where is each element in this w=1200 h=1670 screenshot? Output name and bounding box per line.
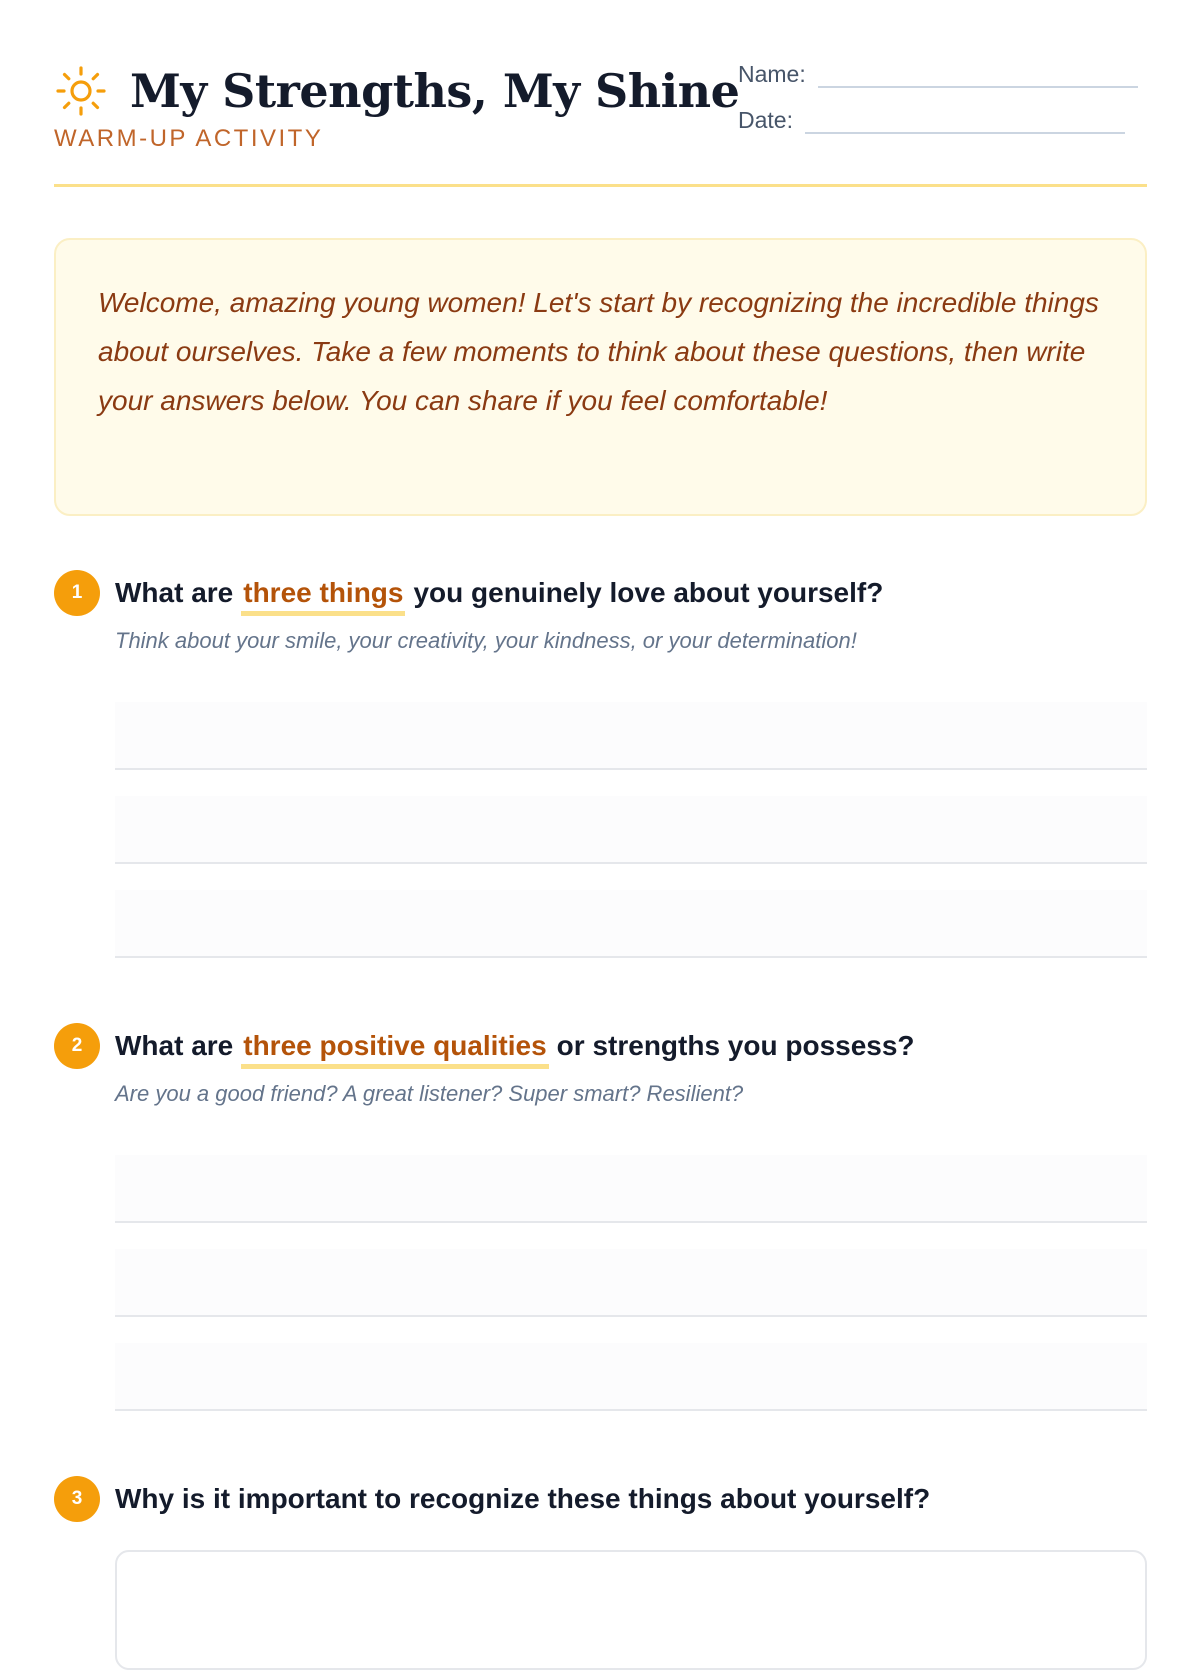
date-label: Date: — [738, 107, 793, 133]
question-text — [115, 570, 883, 616]
sun-icon — [54, 64, 108, 118]
question-hint: Are you a good friend? A great listener? Super smart? Resilient? — [115, 1081, 744, 1106]
answer-line[interactable] — [115, 890, 1147, 958]
answer-line[interactable] — [115, 1249, 1147, 1317]
question-number-badge: 3 — [54, 1476, 100, 1522]
answer-line[interactable] — [115, 796, 1147, 864]
intro-text: Welcome, amazing young women! Let's start by recognizing the incredible things about ourselves. Take a few moments to think about these questions, then write your answers below. You can share if you feel comfortable! — [98, 287, 1099, 416]
activity-subtitle: WARM-UP ACTIVITY — [54, 125, 324, 152]
answer-line[interactable] — [115, 1155, 1147, 1223]
date-field — [738, 104, 1125, 134]
question-text — [115, 1023, 915, 1069]
question-text-end: or strengths you possess? — [556, 1030, 915, 1061]
question-text: Why is it important to recognize these things about yourself? — [115, 1483, 931, 1514]
page-title: My Strengths, My Shine — [130, 64, 740, 118]
name-field — [738, 58, 1138, 88]
answer-box[interactable] — [115, 1550, 1147, 1670]
question-number-badge: 2 — [54, 1023, 100, 1069]
answer-line[interactable] — [115, 1343, 1147, 1411]
intro-box — [54, 238, 1147, 516]
answer-line[interactable] — [115, 702, 1147, 770]
question-number-badge: 1 — [54, 570, 100, 616]
question-highlight: three things — [241, 575, 405, 616]
question-highlight: three positive qualities — [241, 1028, 548, 1069]
question-hint: Think about your smile, your creativity, your kindness, or your determination! — [115, 628, 857, 653]
worksheet-header — [54, 52, 1147, 187]
question-text-start: What are — [115, 1030, 234, 1061]
title-row — [54, 60, 739, 122]
question-text-end: you genuinely love about yourself? — [413, 577, 884, 608]
date-input-line[interactable] — [805, 104, 1125, 134]
name-input-line[interactable] — [818, 58, 1138, 88]
question-text-start: What are — [115, 577, 234, 608]
name-label: Name: — [738, 61, 806, 87]
